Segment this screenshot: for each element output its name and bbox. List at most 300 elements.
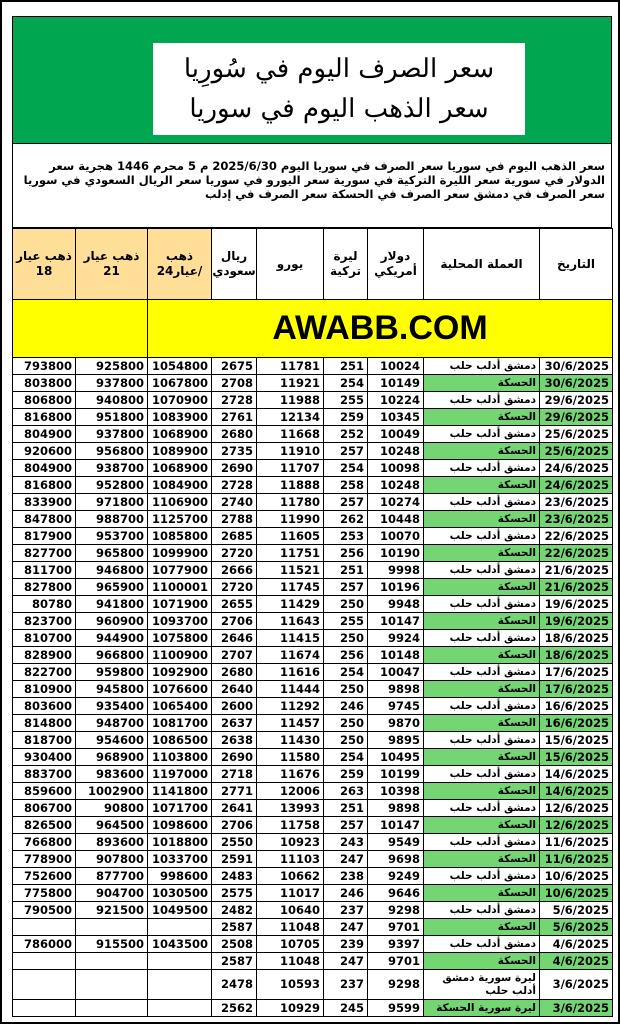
cell-currency: دمشق أدلب حلب [424, 358, 540, 375]
cell-sar: 2483 [212, 868, 257, 885]
cell-g18: 806700 [13, 800, 76, 817]
cell-sar: 2637 [212, 715, 257, 732]
cell-try: 252 [324, 426, 368, 443]
cell-currency: دمشق أدلب حلب [424, 562, 540, 579]
table-row [13, 443, 613, 460]
title-area [12, 16, 612, 144]
cell-date: 14/6/2025 [540, 783, 613, 800]
cell-try: 254 [324, 664, 368, 681]
cell-try: 254 [324, 749, 368, 766]
cell-sar: 2655 [212, 596, 257, 613]
cell-g24: 1093700 [148, 613, 212, 630]
cell-g18: 847800 [13, 511, 76, 528]
cell-eur: 11780 [257, 494, 324, 511]
cell-eur: 11048 [257, 919, 324, 936]
cell-date: 21/6/2025 [540, 579, 613, 596]
cell-usd: 10148 [368, 647, 424, 664]
cell-try: 250 [324, 732, 368, 749]
cell-g21 [76, 953, 148, 970]
table-row [13, 647, 613, 664]
cell-currency: دمشق أدلب حلب [424, 698, 540, 715]
table-row [13, 766, 613, 783]
cell-eur: 12006 [257, 783, 324, 800]
cell-g21: 937800 [76, 375, 148, 392]
cell-sar: 2771 [212, 783, 257, 800]
cell-usd: 10248 [368, 443, 424, 460]
cell-usd: 9298 [368, 902, 424, 919]
cell-sar: 2562 [212, 1000, 257, 1017]
cell-try: 251 [324, 358, 368, 375]
cell-g21: 964500 [76, 817, 148, 834]
cell-g24 [148, 919, 212, 936]
cell-eur: 11668 [257, 426, 324, 443]
cell-g18: 822700 [13, 664, 76, 681]
cell-currency: الحسكة [424, 409, 540, 426]
cell-date: 18/6/2025 [540, 647, 613, 664]
cell-g18: 930400 [13, 749, 76, 766]
cell-usd: 10047 [368, 664, 424, 681]
table-row [13, 426, 613, 443]
title-line-2: سعر الذهب اليوم في سوريا [189, 94, 489, 124]
table-body [13, 300, 613, 1017]
cell-usd: 10274 [368, 494, 424, 511]
cell-g18: 810900 [13, 681, 76, 698]
cell-date: 22/6/2025 [540, 528, 613, 545]
cell-g21: 921500 [76, 902, 148, 919]
cell-g21: 904700 [76, 885, 148, 902]
cell-eur: 11643 [257, 613, 324, 630]
cell-g24: 1075800 [148, 630, 212, 647]
cell-g18: 818700 [13, 732, 76, 749]
cell-eur: 11521 [257, 562, 324, 579]
cell-try: 250 [324, 596, 368, 613]
cell-g21: 940800 [76, 392, 148, 409]
cell-date: 17/6/2025 [540, 681, 613, 698]
cell-currency: دمشق أدلب حلب [424, 528, 540, 545]
header-sar: ريال سعودي [212, 229, 257, 300]
header-eur: يورو [257, 229, 324, 300]
table-row [13, 664, 613, 681]
cell-date: 14/6/2025 [540, 766, 613, 783]
cell-sar: 2478 [212, 970, 257, 1000]
cell-g24 [148, 1000, 212, 1017]
cell-date: 12/6/2025 [540, 817, 613, 834]
cell-try: 251 [324, 800, 368, 817]
cell-usd: 10098 [368, 460, 424, 477]
cell-try: 259 [324, 409, 368, 426]
cell-sar: 2680 [212, 426, 257, 443]
cell-date: 4/6/2025 [540, 936, 613, 953]
cell-usd: 10199 [368, 766, 424, 783]
cell-g21: 938700 [76, 460, 148, 477]
cell-eur: 11758 [257, 817, 324, 834]
cell-date: 16/6/2025 [540, 698, 613, 715]
table-row [13, 494, 613, 511]
cell-g18: 766800 [13, 834, 76, 851]
cell-g21 [76, 919, 148, 936]
cell-g18: 828900 [13, 647, 76, 664]
table-row [13, 596, 613, 613]
cell-g18: 816800 [13, 409, 76, 426]
cell-g18: 817900 [13, 528, 76, 545]
cell-currency: دمشق أدلب حلب [424, 460, 540, 477]
cell-g21: 945800 [76, 681, 148, 698]
cell-eur: 11048 [257, 953, 324, 970]
cell-eur: 11921 [257, 375, 324, 392]
cell-try: 243 [324, 834, 368, 851]
cell-g24: 1067800 [148, 375, 212, 392]
cell-g18: 859600 [13, 783, 76, 800]
cell-currency: الحسكة [424, 885, 540, 902]
cell-g18: 80780 [13, 596, 76, 613]
cell-sar: 2591 [212, 851, 257, 868]
cell-date: 11/6/2025 [540, 851, 613, 868]
cell-g21: 935400 [76, 698, 148, 715]
cell-g21 [76, 970, 148, 1000]
cell-g24: 1081700 [148, 715, 212, 732]
cell-g18: 804900 [13, 426, 76, 443]
cell-g21: 988700 [76, 511, 148, 528]
cell-g24: 1197000 [148, 766, 212, 783]
cell-usd: 9249 [368, 868, 424, 885]
header-try: ليرة تركية [324, 229, 368, 300]
header-date: التاريخ [540, 229, 613, 300]
cell-eur: 11781 [257, 358, 324, 375]
cell-g24: 998600 [148, 868, 212, 885]
cell-date: 24/6/2025 [540, 477, 613, 494]
table-row [13, 732, 613, 749]
cell-try: 247 [324, 851, 368, 868]
cell-try: 255 [324, 613, 368, 630]
cell-g24: 1099900 [148, 545, 212, 562]
cell-currency: الحسكة [424, 851, 540, 868]
cell-g18: 786000 [13, 936, 76, 953]
cell-g21: 951800 [76, 409, 148, 426]
table-row [13, 681, 613, 698]
table-row [13, 579, 613, 596]
cell-eur: 10929 [257, 1000, 324, 1017]
cell-try: 246 [324, 698, 368, 715]
cell-currency: دمشق أدلب حلب [424, 392, 540, 409]
cell-g24: 1098600 [148, 817, 212, 834]
cell-g18: 827700 [13, 545, 76, 562]
cell-g21: 954600 [76, 732, 148, 749]
cell-g24: 1065400 [148, 698, 212, 715]
cell-usd: 9701 [368, 953, 424, 970]
cell-eur: 11430 [257, 732, 324, 749]
cell-try: 254 [324, 375, 368, 392]
cell-g24: 1071900 [148, 596, 212, 613]
table-row [13, 358, 613, 375]
cell-g24: 1076600 [148, 681, 212, 698]
cell-currency: الحسكة [424, 749, 540, 766]
cell-g18: 778900 [13, 851, 76, 868]
cell-date: 16/6/2025 [540, 715, 613, 732]
cell-sar: 2728 [212, 477, 257, 494]
cell-usd: 9698 [368, 851, 424, 868]
cell-currency: الحسكة [424, 477, 540, 494]
description: سعر الذهب اليوم في سوريا سعر الصرف في سوريا اليوم 2025/6/30 م 5 محرم 1446 هجرية سعر الدولار في سورية سعر الليرة التركية في سورية سعر اليورو في سوريا سعر الريال السعودي في سوريا سعر الصرف في دمشق سعر الصرف في الحسكة سعر الصرف في إدلب [12, 144, 612, 228]
table-row [13, 1000, 613, 1017]
table-row [13, 511, 613, 528]
cell-eur: 11745 [257, 579, 324, 596]
cell-try: 250 [324, 630, 368, 647]
cell-g18: 811700 [13, 562, 76, 579]
cell-sar: 2720 [212, 545, 257, 562]
table-row [13, 698, 613, 715]
cell-eur: 11444 [257, 681, 324, 698]
cell-usd: 9948 [368, 596, 424, 613]
cell-sar: 2587 [212, 953, 257, 970]
cell-usd: 10147 [368, 613, 424, 630]
cell-g24: 1049500 [148, 902, 212, 919]
cell-eur: 11751 [257, 545, 324, 562]
header-row [13, 229, 613, 300]
cell-g24: 1030500 [148, 885, 212, 902]
table-row [13, 851, 613, 868]
table-row [13, 953, 613, 970]
cell-g18: 833900 [13, 494, 76, 511]
cell-try: 259 [324, 766, 368, 783]
cell-currency: الحسكة [424, 953, 540, 970]
cell-g24: 1043500 [148, 936, 212, 953]
cell-date: 18/6/2025 [540, 630, 613, 647]
cell-eur: 10593 [257, 970, 324, 1000]
cell-date: 15/6/2025 [540, 732, 613, 749]
cell-usd: 10224 [368, 392, 424, 409]
cell-eur: 11988 [257, 392, 324, 409]
cell-currency: دمشق أدلب حلب [424, 426, 540, 443]
cell-g24: 1103800 [148, 749, 212, 766]
cell-try: 239 [324, 936, 368, 953]
cell-eur: 11457 [257, 715, 324, 732]
cell-g24 [148, 970, 212, 1000]
cell-currency: الحسكة [424, 647, 540, 664]
cell-g21: 877700 [76, 868, 148, 885]
cell-usd: 10024 [368, 358, 424, 375]
cell-g18: 752600 [13, 868, 76, 885]
cell-g21: 965800 [76, 545, 148, 562]
cell-g21: 966800 [76, 647, 148, 664]
cell-usd: 9998 [368, 562, 424, 579]
cell-try: 257 [324, 494, 368, 511]
cell-g24: 1068900 [148, 426, 212, 443]
cell-g18: 793800 [13, 358, 76, 375]
cell-sar: 2788 [212, 511, 257, 528]
header-gold-18: ذهب عيار 18 [13, 229, 76, 300]
table-row [13, 749, 613, 766]
cell-usd: 10196 [368, 579, 424, 596]
cell-date: 22/6/2025 [540, 545, 613, 562]
cell-g18: 823700 [13, 613, 76, 630]
cell-usd: 10049 [368, 426, 424, 443]
cell-sar: 2666 [212, 562, 257, 579]
table-row [13, 375, 613, 392]
cell-usd: 9701 [368, 919, 424, 936]
cell-g24: 1100001 [148, 579, 212, 596]
cell-usd: 9599 [368, 1000, 424, 1017]
table-row [13, 613, 613, 630]
cell-date: 19/6/2025 [540, 596, 613, 613]
cell-g18: 826500 [13, 817, 76, 834]
cell-usd: 10190 [368, 545, 424, 562]
cell-g18: 816800 [13, 477, 76, 494]
cell-date: 5/6/2025 [540, 919, 613, 936]
cell-sar: 2707 [212, 647, 257, 664]
cell-g18: 920600 [13, 443, 76, 460]
cell-sar: 2641 [212, 800, 257, 817]
cell-g18: 814800 [13, 715, 76, 732]
cell-g21: 959800 [76, 664, 148, 681]
cell-usd: 9898 [368, 681, 424, 698]
cell-eur: 11616 [257, 664, 324, 681]
cell-date: 29/6/2025 [540, 409, 613, 426]
cell-sar: 2690 [212, 749, 257, 766]
cell-currency: الحسكة [424, 681, 540, 698]
cell-currency: الحسكة [424, 919, 540, 936]
cell-g21: 948700 [76, 715, 148, 732]
cell-g24: 1085800 [148, 528, 212, 545]
cell-g21: 971800 [76, 494, 148, 511]
cell-g18: 810700 [13, 630, 76, 647]
cell-try: 257 [324, 443, 368, 460]
cell-date: 5/6/2025 [540, 902, 613, 919]
cell-date: 3/6/2025 [540, 1000, 613, 1017]
cell-eur: 11910 [257, 443, 324, 460]
cell-try: 253 [324, 528, 368, 545]
table-row [13, 834, 613, 851]
cell-currency: دمشق أدلب حلب [424, 766, 540, 783]
table-row [13, 902, 613, 919]
cell-currency: الحسكة [424, 783, 540, 800]
cell-eur: 11580 [257, 749, 324, 766]
title-box [153, 43, 525, 135]
cell-eur: 11292 [257, 698, 324, 715]
cell-currency: الحسكة [424, 579, 540, 596]
cell-g24: 1086500 [148, 732, 212, 749]
cell-g24: 1070900 [148, 392, 212, 409]
cell-usd: 10495 [368, 749, 424, 766]
table-row [13, 392, 613, 409]
cell-date: 10/6/2025 [540, 868, 613, 885]
cell-g18 [13, 970, 76, 1000]
cell-g18 [13, 1000, 76, 1017]
cell-g24: 1083900 [148, 409, 212, 426]
cell-usd: 10345 [368, 409, 424, 426]
cell-g21: 946800 [76, 562, 148, 579]
cell-g18: 806800 [13, 392, 76, 409]
cell-try: 254 [324, 460, 368, 477]
cell-date: 30/6/2025 [540, 375, 613, 392]
cell-g18: 790500 [13, 902, 76, 919]
cell-currency: ليرة سورية الحسكة [424, 1000, 540, 1017]
table-row [13, 528, 613, 545]
cell-g18: 775800 [13, 885, 76, 902]
cell-sar: 2690 [212, 460, 257, 477]
table-row [13, 409, 613, 426]
table-row [13, 936, 613, 953]
cell-try: 251 [324, 562, 368, 579]
cell-g21: 968900 [76, 749, 148, 766]
header-usd: دولار أمريكي [368, 229, 424, 300]
table-row [13, 477, 613, 494]
cell-g24: 1106900 [148, 494, 212, 511]
cell-usd: 9895 [368, 732, 424, 749]
cell-g21: 1002900 [76, 783, 148, 800]
cell-currency: دمشق أدلب حلب [424, 834, 540, 851]
cell-usd: 10248 [368, 477, 424, 494]
cell-usd: 9898 [368, 800, 424, 817]
table-row [13, 868, 613, 885]
cell-currency: الحسكة [424, 715, 540, 732]
banner-text: AWABB.COM [148, 300, 613, 358]
cell-eur: 11676 [257, 766, 324, 783]
cell-sar: 2718 [212, 766, 257, 783]
cell-currency: الحسكة [424, 817, 540, 834]
cell-try: 238 [324, 868, 368, 885]
cell-sar: 2482 [212, 902, 257, 919]
header-currency: العملة المحلية [424, 229, 540, 300]
cell-date: 23/6/2025 [540, 494, 613, 511]
cell-date: 29/6/2025 [540, 392, 613, 409]
cell-g21 [76, 1000, 148, 1017]
cell-g21: 941800 [76, 596, 148, 613]
cell-usd: 10149 [368, 375, 424, 392]
cell-sar: 2685 [212, 528, 257, 545]
cell-g24: 1068900 [148, 460, 212, 477]
cell-date: 4/6/2025 [540, 953, 613, 970]
cell-date: 15/6/2025 [540, 749, 613, 766]
cell-currency: دمشق أدلب حلب [424, 800, 540, 817]
cell-currency: الحسكة [424, 443, 540, 460]
cell-try: 256 [324, 647, 368, 664]
cell-sar: 2550 [212, 834, 257, 851]
title-line-1: سعر الصرف اليوم في سُورِيا [183, 54, 495, 84]
cell-eur: 11888 [257, 477, 324, 494]
cell-eur: 10705 [257, 936, 324, 953]
cell-usd: 10448 [368, 511, 424, 528]
table-row [13, 630, 613, 647]
cell-currency: دمشق أدلب حلب [424, 732, 540, 749]
cell-usd: 10398 [368, 783, 424, 800]
cell-usd: 9745 [368, 698, 424, 715]
cell-date: 3/6/2025 [540, 970, 613, 1000]
cell-eur: 11605 [257, 528, 324, 545]
cell-currency: دمشق أدلب حلب [424, 630, 540, 647]
cell-try: 250 [324, 715, 368, 732]
cell-g18: 803600 [13, 698, 76, 715]
cell-eur: 11415 [257, 630, 324, 647]
cell-sar: 2646 [212, 630, 257, 647]
cell-currency: دمشق أدلب حلب [424, 936, 540, 953]
cell-currency: دمشق أدلب حلب [424, 868, 540, 885]
cell-date: 11/6/2025 [540, 834, 613, 851]
cell-date: 21/6/2025 [540, 562, 613, 579]
cell-date: 25/6/2025 [540, 443, 613, 460]
cell-eur: 10923 [257, 834, 324, 851]
cell-g18: 804900 [13, 460, 76, 477]
cell-g18 [13, 919, 76, 936]
cell-currency: دمشق أدلب حلب [424, 664, 540, 681]
cell-try: 263 [324, 783, 368, 800]
cell-date: 24/6/2025 [540, 460, 613, 477]
table-row [13, 545, 613, 562]
cell-usd: 9298 [368, 970, 424, 1000]
table-row [13, 562, 613, 579]
table-row [13, 817, 613, 834]
table-row [13, 460, 613, 477]
cell-sar: 2600 [212, 698, 257, 715]
